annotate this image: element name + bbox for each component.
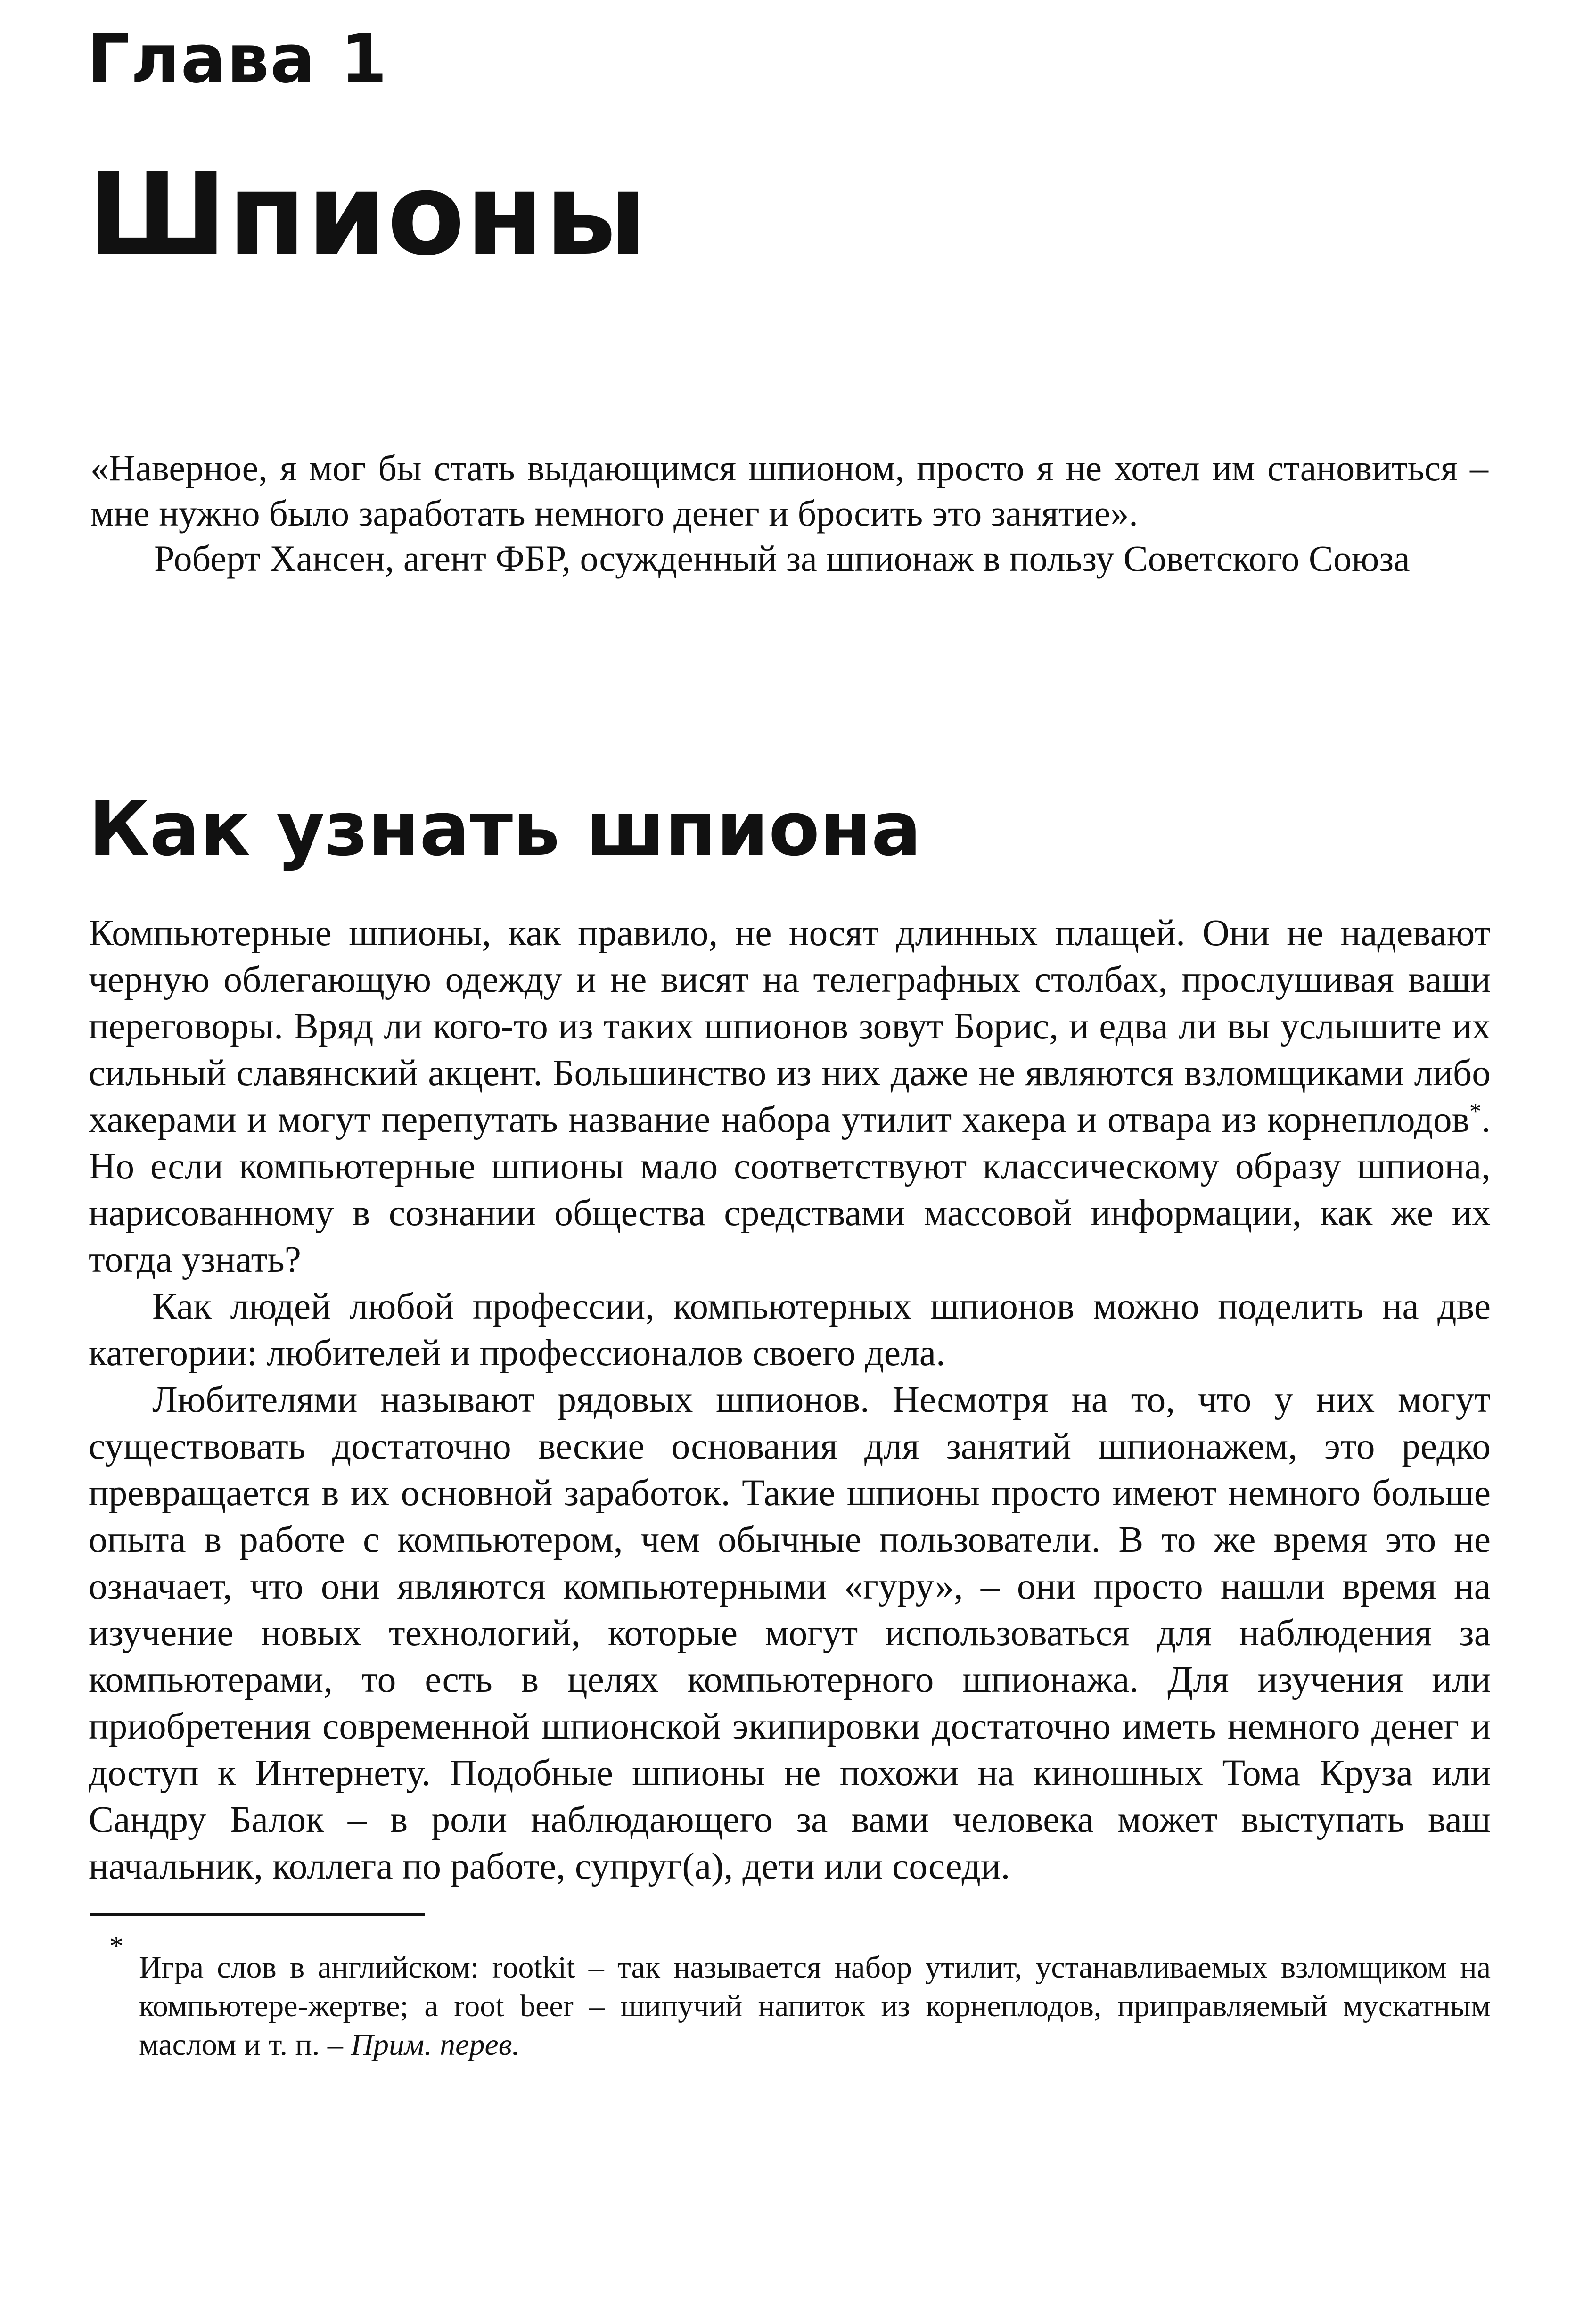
paragraph-2: Как людей любой профессии, компьютерных шпионов можно поделить на две категории: любителей и профессионалов своего дела. [89, 1286, 1491, 1374]
paragraph-3: Любителями называют рядовых шпионов. Несмотря на то, что у них могут существовать достаточно веские основания для занятий шпионажем, это редко превращается в их основной заработок. Такие шпионы просто имеют немного больше опыта в работе с компьютером, чем обычные пользователи. В то же время это не означает, что они являются компьютерными «гуру», – они просто нашли время на изучение новых технологий, которые могут использоваться для наблюдения за компьютерами, то есть в целях компьютерного шпионажа. Для изучения или приобретения современной шпионской экипировки достаточно иметь немного денег и доступ к Интернету. Подобные шпионы не похожи на киношных Тома Круза или Сандру Балок – в роли наблюдающего за вами человека может выступать ваш начальник, коллега по работе, супруг(а), дети или соседи. [89, 1379, 1491, 1887]
chapter-label: Глава 1 [87, 20, 388, 98]
paragraph-1-text-b: . Но если компьютерные шпионы мало соответствуют классическому образу шпиона, нарисованному в сознании общества средствами массовой информации, как же их тогда узнать? [89, 1099, 1491, 1280]
epigraph-quote: «Наверное, я мог бы стать выдающимся шпионом, просто я не хотел им становиться – мне нужно было заработать немного денег и бросить это занятие». [90, 447, 1488, 534]
chapter-title: Шпионы [87, 148, 648, 280]
footnote-text [139, 1948, 1491, 2064]
footnote-reference-marker[interactable]: * [1469, 1097, 1482, 1124]
paragraph-1-text-a: Компьютерные шпионы, как правило, не носят длинных плащей. Они не надевают черную облегающую одежду и не висят на телеграфных столбах, прослушивая ваши переговоры. Вряд ли кого-то из таких шпионов зовут Борис, и едва ли вы услышите их сильный славянский акцент. Большинство из них даже не являются взломщиками либо хакерами и могут перепутать название набора утилит хакера и отвара из корнеплодов [89, 912, 1491, 1140]
footnote-translator-note: Прим. перев. [351, 2027, 520, 2062]
section-body [89, 910, 1491, 1890]
epigraph [90, 445, 1488, 581]
footnote-body: Игра слов в английском: rootkit – так называется набор утилит, устанавливаемых взломщиком на компьютере-жертве; a root beer – шипучий напиток из корнеплодов, приправляемый мускатным маслом и т. п. – [139, 1950, 1491, 2062]
footnote-marker: * [109, 1930, 123, 1961]
section-title: Как узнать шпиона [89, 786, 922, 873]
footnote-divider [90, 1913, 425, 1916]
epigraph-author: Роберт Хансен, агент ФБР, осужденный за шпионаж в пользу Советского Союза [154, 538, 1410, 579]
paragraph-1 [89, 910, 1491, 1283]
